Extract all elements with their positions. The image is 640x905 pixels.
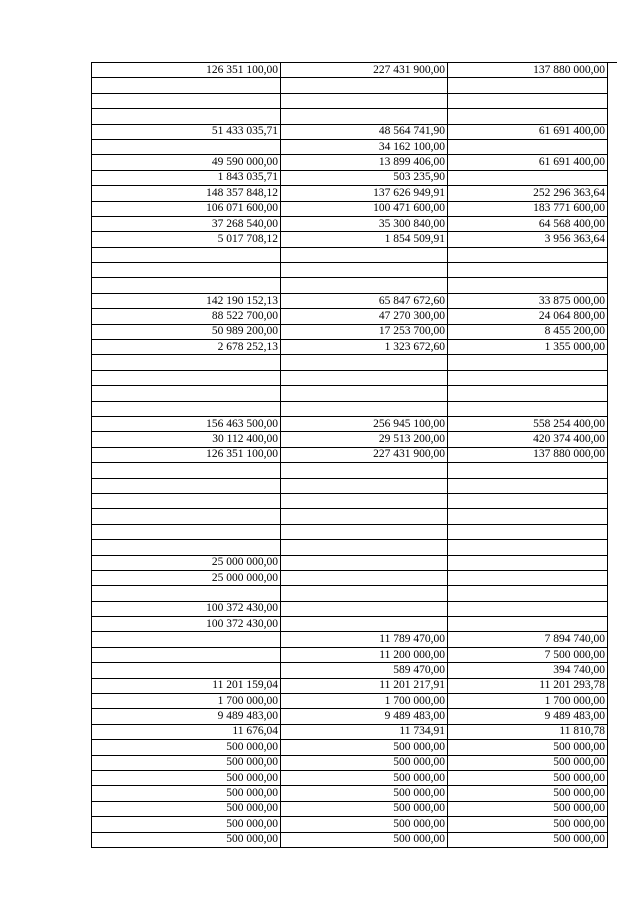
table-row <box>92 447 608 462</box>
table-cell-col3 <box>448 555 608 570</box>
table-cell-col3 <box>448 109 608 124</box>
table-cell-col3: 61 691 400,00 <box>448 155 608 170</box>
table-cell-col1 <box>92 463 281 478</box>
table-cell-col3 <box>448 170 608 185</box>
table-cell-col3 <box>448 139 608 154</box>
table-cell-col3 <box>448 586 608 601</box>
table-cell-col1: 148 357 848,12 <box>92 186 281 201</box>
table-cell-col3 <box>448 617 608 632</box>
table-cell-col1 <box>92 509 281 524</box>
table-cell-col3 <box>448 401 608 416</box>
table-row <box>92 632 608 647</box>
table-cell-col3: 500 000,00 <box>448 770 608 785</box>
table-cell-col3: 9 489 483,00 <box>448 709 608 724</box>
table-cell-col2: 9 489 483,00 <box>281 709 448 724</box>
table-row <box>92 586 608 601</box>
table-row <box>92 416 608 431</box>
table-row <box>92 493 608 508</box>
table-cell-col3 <box>448 278 608 293</box>
table-cell-col2: 13 899 406,00 <box>281 155 448 170</box>
table-cell-col1 <box>92 109 281 124</box>
table-cell-col1: 88 522 700,00 <box>92 309 281 324</box>
table-cell-col2 <box>281 555 448 570</box>
table-cell-col2 <box>281 93 448 108</box>
table-cell-col2: 589 470,00 <box>281 663 448 678</box>
table-cell-col1: 51 433 035,71 <box>92 124 281 139</box>
table-cell-col3: 500 000,00 <box>448 817 608 832</box>
table-row <box>92 570 608 585</box>
table-cell-col3: 558 254 400,00 <box>448 416 608 431</box>
table-cell-col3: 1 355 000,00 <box>448 340 608 355</box>
table-cell-col1 <box>92 478 281 493</box>
table-cell-col3: 183 771 600,00 <box>448 201 608 216</box>
table-cell-col2 <box>281 278 448 293</box>
table-cell-col2: 47 270 300,00 <box>281 309 448 324</box>
table-cell-col1 <box>92 370 281 385</box>
table-row <box>92 186 608 201</box>
table-cell-col1 <box>92 247 281 262</box>
table-row <box>92 770 608 785</box>
table-cell-col3 <box>448 247 608 262</box>
table-cell-col2: 35 300 840,00 <box>281 216 448 231</box>
table-cell-col2 <box>281 540 448 555</box>
table-row <box>92 724 608 739</box>
table-cell-col3: 137 880 000,00 <box>448 63 608 78</box>
table-cell-col1 <box>92 278 281 293</box>
table-edge-tick <box>607 62 617 63</box>
table-cell-col1: 30 112 400,00 <box>92 432 281 447</box>
table-row <box>92 124 608 139</box>
table-cell-col1: 100 372 430,00 <box>92 617 281 632</box>
table-cell-col1: 5 017 708,12 <box>92 232 281 247</box>
table-cell-col2 <box>281 78 448 93</box>
table-cell-col3 <box>448 263 608 278</box>
table-row <box>92 324 608 339</box>
table-row <box>92 293 608 308</box>
table-row <box>92 786 608 801</box>
table-cell-col2: 17 253 700,00 <box>281 324 448 339</box>
table-cell-col3 <box>448 370 608 385</box>
table-cell-col3: 7 894 740,00 <box>448 632 608 647</box>
table-cell-col1: 156 463 500,00 <box>92 416 281 431</box>
table-cell-col3: 500 000,00 <box>448 801 608 816</box>
table-row <box>92 678 608 693</box>
table-cell-col3: 8 455 200,00 <box>448 324 608 339</box>
table-cell-col1 <box>92 401 281 416</box>
table-cell-col3: 11 810,78 <box>448 724 608 739</box>
table-cell-col3 <box>448 524 608 539</box>
table-cell-col1: 1 843 035,71 <box>92 170 281 185</box>
table-cell-col2 <box>281 601 448 616</box>
table-cell-col1 <box>92 632 281 647</box>
table-cell-col3: 500 000,00 <box>448 755 608 770</box>
table-row <box>92 139 608 154</box>
table-cell-col3: 500 000,00 <box>448 832 608 847</box>
table-row <box>92 817 608 832</box>
table-row <box>92 232 608 247</box>
table-cell-col1: 500 000,00 <box>92 801 281 816</box>
table-cell-col1: 49 590 000,00 <box>92 155 281 170</box>
table-cell-col3: 64 568 400,00 <box>448 216 608 231</box>
table-cell-col1 <box>92 524 281 539</box>
table-row <box>92 432 608 447</box>
table-cell-col3: 11 201 293,78 <box>448 678 608 693</box>
table-row <box>92 694 608 709</box>
table-row <box>92 601 608 616</box>
table-cell-col1 <box>92 78 281 93</box>
table-cell-col2: 227 431 900,00 <box>281 63 448 78</box>
table-cell-col2: 500 000,00 <box>281 801 448 816</box>
table-cell-col2: 100 471 600,00 <box>281 201 448 216</box>
table-cell-col2 <box>281 355 448 370</box>
table-row <box>92 109 608 124</box>
table-cell-col1: 126 351 100,00 <box>92 447 281 462</box>
table-row <box>92 201 608 216</box>
table-row <box>92 386 608 401</box>
table-cell-col2: 11 734,91 <box>281 724 448 739</box>
table-cell-col3 <box>448 540 608 555</box>
table-row <box>92 617 608 632</box>
table-cell-col2 <box>281 509 448 524</box>
table-row <box>92 832 608 847</box>
financial-table-body <box>92 63 608 848</box>
table-row <box>92 740 608 755</box>
table-cell-col2: 500 000,00 <box>281 755 448 770</box>
table-row <box>92 709 608 724</box>
table-cell-col2: 227 431 900,00 <box>281 447 448 462</box>
table-row <box>92 663 608 678</box>
table-cell-col2 <box>281 570 448 585</box>
table-cell-col2 <box>281 263 448 278</box>
table-row <box>92 463 608 478</box>
table-row <box>92 263 608 278</box>
table-cell-col3: 33 875 000,00 <box>448 293 608 308</box>
table-cell-col2: 1 323 672,60 <box>281 340 448 355</box>
table-cell-col1: 25 000 000,00 <box>92 555 281 570</box>
table-cell-col1: 11 676,04 <box>92 724 281 739</box>
table-cell-col2: 500 000,00 <box>281 817 448 832</box>
table-cell-col2: 1 700 000,00 <box>281 694 448 709</box>
table-cell-col2 <box>281 401 448 416</box>
table-row <box>92 93 608 108</box>
table-cell-col1: 500 000,00 <box>92 786 281 801</box>
table-cell-col1: 37 268 540,00 <box>92 216 281 231</box>
table-cell-col1: 500 000,00 <box>92 740 281 755</box>
table-cell-col2: 34 162 100,00 <box>281 139 448 154</box>
table-cell-col3: 61 691 400,00 <box>448 124 608 139</box>
table-row <box>92 247 608 262</box>
table-cell-col1 <box>92 386 281 401</box>
table-cell-col3: 420 374 400,00 <box>448 432 608 447</box>
table-cell-col1: 1 700 000,00 <box>92 694 281 709</box>
table-cell-col2: 1 854 509,91 <box>281 232 448 247</box>
table-row <box>92 155 608 170</box>
table-row <box>92 540 608 555</box>
table-row <box>92 309 608 324</box>
table-cell-col1 <box>92 663 281 678</box>
table-cell-col1: 106 071 600,00 <box>92 201 281 216</box>
table-cell-col2 <box>281 109 448 124</box>
table-cell-col2 <box>281 586 448 601</box>
table-row <box>92 216 608 231</box>
table-cell-col3 <box>448 386 608 401</box>
table-cell-col1 <box>92 493 281 508</box>
table-cell-col3: 500 000,00 <box>448 786 608 801</box>
table-cell-col1 <box>92 355 281 370</box>
table-cell-col1: 25 000 000,00 <box>92 570 281 585</box>
table-row <box>92 63 608 78</box>
table-cell-col2: 137 626 949,91 <box>281 186 448 201</box>
table-cell-col3 <box>448 493 608 508</box>
table-cell-col2 <box>281 463 448 478</box>
table-cell-col1 <box>92 586 281 601</box>
table-cell-col2: 500 000,00 <box>281 832 448 847</box>
table-cell-col3 <box>448 78 608 93</box>
table-cell-col2: 256 945 100,00 <box>281 416 448 431</box>
table-cell-col1 <box>92 540 281 555</box>
table-cell-col2 <box>281 493 448 508</box>
table-row <box>92 647 608 662</box>
table-cell-col1: 50 989 200,00 <box>92 324 281 339</box>
table-cell-col3 <box>448 355 608 370</box>
table-cell-col2 <box>281 370 448 385</box>
table-row <box>92 340 608 355</box>
table-cell-col3: 24 064 800,00 <box>448 309 608 324</box>
table-cell-col3 <box>448 478 608 493</box>
table-cell-col1 <box>92 263 281 278</box>
table-cell-col3: 3 956 363,64 <box>448 232 608 247</box>
table-cell-col3: 1 700 000,00 <box>448 694 608 709</box>
table-cell-col3: 500 000,00 <box>448 740 608 755</box>
table-cell-col2: 500 000,00 <box>281 740 448 755</box>
table-cell-col3: 252 296 363,64 <box>448 186 608 201</box>
table-row <box>92 370 608 385</box>
table-cell-col2: 11 201 217,91 <box>281 678 448 693</box>
table-row <box>92 170 608 185</box>
table-cell-col1: 142 190 152,13 <box>92 293 281 308</box>
table-row <box>92 278 608 293</box>
table-cell-col2: 48 564 741,90 <box>281 124 448 139</box>
table-row <box>92 478 608 493</box>
financial-table <box>91 62 608 848</box>
table-cell-col3: 137 880 000,00 <box>448 447 608 462</box>
table-cell-col3 <box>448 463 608 478</box>
table-cell-col3 <box>448 570 608 585</box>
table-row <box>92 801 608 816</box>
table-cell-col3: 394 740,00 <box>448 663 608 678</box>
table-cell-col1 <box>92 93 281 108</box>
table-cell-col2 <box>281 524 448 539</box>
table-cell-col2 <box>281 478 448 493</box>
table-cell-col1: 500 000,00 <box>92 832 281 847</box>
table-cell-col1: 500 000,00 <box>92 817 281 832</box>
table-cell-col2: 500 000,00 <box>281 770 448 785</box>
table-row <box>92 78 608 93</box>
table-row <box>92 509 608 524</box>
table-row <box>92 555 608 570</box>
table-cell-col2: 500 000,00 <box>281 786 448 801</box>
table-cell-col1: 100 372 430,00 <box>92 601 281 616</box>
table-cell-col2: 503 235,90 <box>281 170 448 185</box>
table-cell-col3 <box>448 509 608 524</box>
table-cell-col2 <box>281 247 448 262</box>
table-cell-col3 <box>448 93 608 108</box>
table-row <box>92 401 608 416</box>
table-cell-col2: 65 847 672,60 <box>281 293 448 308</box>
table-cell-col2: 11 789 470,00 <box>281 632 448 647</box>
table-cell-col1: 2 678 252,13 <box>92 340 281 355</box>
table-row <box>92 355 608 370</box>
table-cell-col1: 9 489 483,00 <box>92 709 281 724</box>
table-cell-col1: 500 000,00 <box>92 770 281 785</box>
table-row <box>92 524 608 539</box>
table-cell-col1: 11 201 159,04 <box>92 678 281 693</box>
table-cell-col1 <box>92 139 281 154</box>
table-cell-col1 <box>92 647 281 662</box>
table-cell-col2: 11 200 000,00 <box>281 647 448 662</box>
table-cell-col2 <box>281 617 448 632</box>
table-cell-col2: 29 513 200,00 <box>281 432 448 447</box>
table-cell-col3: 7 500 000,00 <box>448 647 608 662</box>
table-cell-col1: 500 000,00 <box>92 755 281 770</box>
table-cell-col1: 126 351 100,00 <box>92 63 281 78</box>
table-cell-col3 <box>448 601 608 616</box>
table-row <box>92 755 608 770</box>
table-cell-col2 <box>281 386 448 401</box>
